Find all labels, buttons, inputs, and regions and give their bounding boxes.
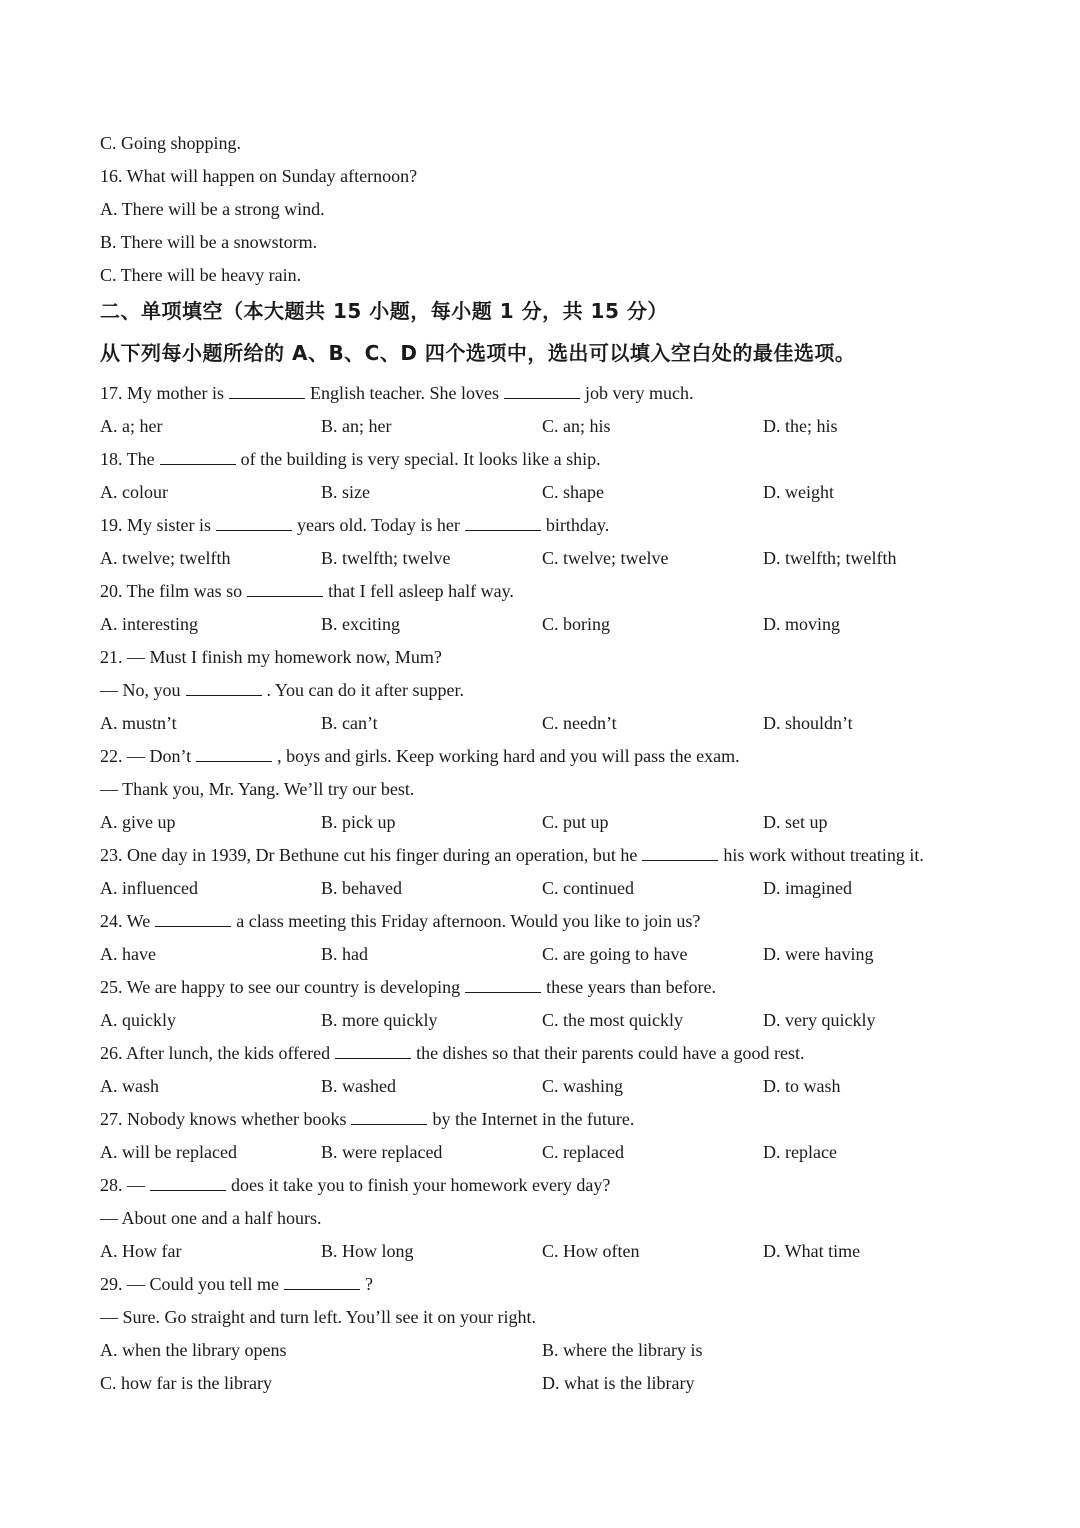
answer-blank [216, 516, 292, 531]
q17-option-b: B. an; her [321, 416, 392, 436]
q26-option-a: A. wash [100, 1076, 159, 1096]
section-title: 二、单项填空（本大题共 15 小题，每小题 1 分，共 15 分） [100, 299, 668, 323]
q26-option-b: B. washed [321, 1076, 396, 1096]
q27-option-c: C. replaced [542, 1142, 624, 1162]
q21-option-c: C. needn’t [542, 713, 617, 733]
answer-blank [229, 384, 305, 399]
q22-option-a: A. give up [100, 812, 176, 832]
q26-option-d: D. to wash [763, 1076, 841, 1096]
q28-option-c: C. How often [542, 1241, 640, 1261]
q19-option-c: C. twelve; twelve [542, 548, 669, 568]
q18-option-d: D. weight [763, 482, 834, 502]
q22-stem: 22. — Don’t , boys and girls. Keep working hard and you will pass the exam. [100, 746, 740, 766]
q20-option-d: D. moving [763, 614, 841, 634]
q22-option-d: D. set up [763, 812, 828, 832]
section-instruction: 从下列每小题所给的 A、B、C、D 四个选项中，选出可以填入空白处的最佳选项。 [100, 341, 856, 365]
q27-option-b: B. were replaced [321, 1142, 443, 1162]
q23-option-d: D. imagined [763, 878, 852, 898]
q23-stem: 23. One day in 1939, Dr Bethune cut his finger during an operation, but he his work without treating it. [100, 845, 924, 865]
q24-option-a: A. have [100, 944, 156, 964]
q20-option-a: A. interesting [100, 614, 198, 634]
answer-blank [247, 582, 323, 597]
q29-option-d: D. what is the library [542, 1373, 695, 1393]
q23-option-a: A. influenced [100, 878, 198, 898]
q23-option-b: B. behaved [321, 878, 402, 898]
q17-option-c: C. an; his [542, 416, 611, 436]
q17-option-d: D. the; his [763, 416, 838, 436]
q25-option-a: A. quickly [100, 1010, 176, 1030]
q25-option-d: D. very quickly [763, 1010, 876, 1030]
q28-stem: 28. — does it take you to finish your homework every day? [100, 1175, 611, 1195]
q21-stem: 21. — Must I finish my homework now, Mum? [100, 647, 442, 667]
q16-option-b: B. There will be a snowstorm. [100, 232, 318, 252]
q20-option-b: B. exciting [321, 614, 400, 634]
q25-option-c: C. the most quickly [542, 1010, 683, 1030]
q21-reply: — No, you . You can do it after supper. [100, 680, 464, 700]
answer-blank [155, 912, 231, 927]
q18-option-c: C. shape [542, 482, 604, 502]
answer-blank [465, 978, 541, 993]
q29-reply: — Sure. Go straight and turn left. You’ll see it on your right. [100, 1307, 536, 1327]
q19-stem: 19. My sister is years old. Today is her birthday. [100, 515, 610, 535]
answer-blank [504, 384, 580, 399]
q29-option-a: A. when the library opens [100, 1340, 287, 1360]
q28-option-b: B. How long [321, 1241, 414, 1261]
q23-option-c: C. continued [542, 878, 634, 898]
q22-option-b: B. pick up [321, 812, 396, 832]
q21-option-b: B. can’t [321, 713, 378, 733]
q28-option-d: D. What time [763, 1241, 861, 1261]
answer-blank [351, 1110, 427, 1125]
answer-blank [465, 516, 541, 531]
q27-stem: 27. Nobody knows whether books by the Internet in the future. [100, 1109, 635, 1129]
answer-blank [196, 747, 272, 762]
answer-blank [186, 681, 262, 696]
q17-stem: 17. My mother is English teacher. She loves job very much. [100, 383, 694, 403]
q21-option-a: A. mustn’t [100, 713, 177, 733]
q29-option-b: B. where the library is [542, 1340, 703, 1360]
q24-option-d: D. were having [763, 944, 874, 964]
answer-blank [335, 1044, 411, 1059]
q19-option-a: A. twelve; twelfth [100, 548, 231, 568]
q16-option-a: A. There will be a strong wind. [100, 199, 325, 219]
q24-stem: 24. We a class meeting this Friday afternoon. Would you like to join us? [100, 911, 701, 931]
q18-option-b: B. size [321, 482, 370, 502]
q26-stem: 26. After lunch, the kids offered the dishes so that their parents could have a good rest. [100, 1043, 805, 1063]
q26-option-c: C. washing [542, 1076, 623, 1096]
q22-option-c: C. put up [542, 812, 609, 832]
q21-option-d: D. shouldn’t [763, 713, 853, 733]
q27-option-d: D. replace [763, 1142, 837, 1162]
q29-stem: 29. — Could you tell me ? [100, 1274, 373, 1294]
q15-option-c: C. Going shopping. [100, 133, 242, 153]
q16-stem: 16. What will happen on Sunday afternoon? [100, 166, 418, 186]
q27-option-a: A. will be replaced [100, 1142, 237, 1162]
q29-option-c: C. how far is the library [100, 1373, 272, 1393]
q17-option-a: A. a; her [100, 416, 163, 436]
q28-reply: — About one and a half hours. [100, 1208, 322, 1228]
q25-option-b: B. more quickly [321, 1010, 438, 1030]
q22-reply: — Thank you, Mr. Yang. We’ll try our best. [100, 779, 415, 799]
q24-option-b: B. had [321, 944, 368, 964]
q25-stem: 25. We are happy to see our country is developing these years than before. [100, 977, 717, 997]
answer-blank [160, 450, 236, 465]
q18-stem: 18. The of the building is very special. It looks like a ship. [100, 449, 601, 469]
q28-option-a: A. How far [100, 1241, 182, 1261]
q24-option-c: C. are going to have [542, 944, 688, 964]
answer-blank [284, 1275, 360, 1290]
q16-option-c: C. There will be heavy rain. [100, 265, 302, 285]
answer-blank [150, 1176, 226, 1191]
q20-option-c: C. boring [542, 614, 611, 634]
q18-option-a: A. colour [100, 482, 168, 502]
answer-blank [642, 846, 718, 861]
q19-option-b: B. twelfth; twelve [321, 548, 451, 568]
q20-stem: 20. The film was so that I fell asleep half way. [100, 581, 514, 601]
q19-option-d: D. twelfth; twelfth [763, 548, 897, 568]
